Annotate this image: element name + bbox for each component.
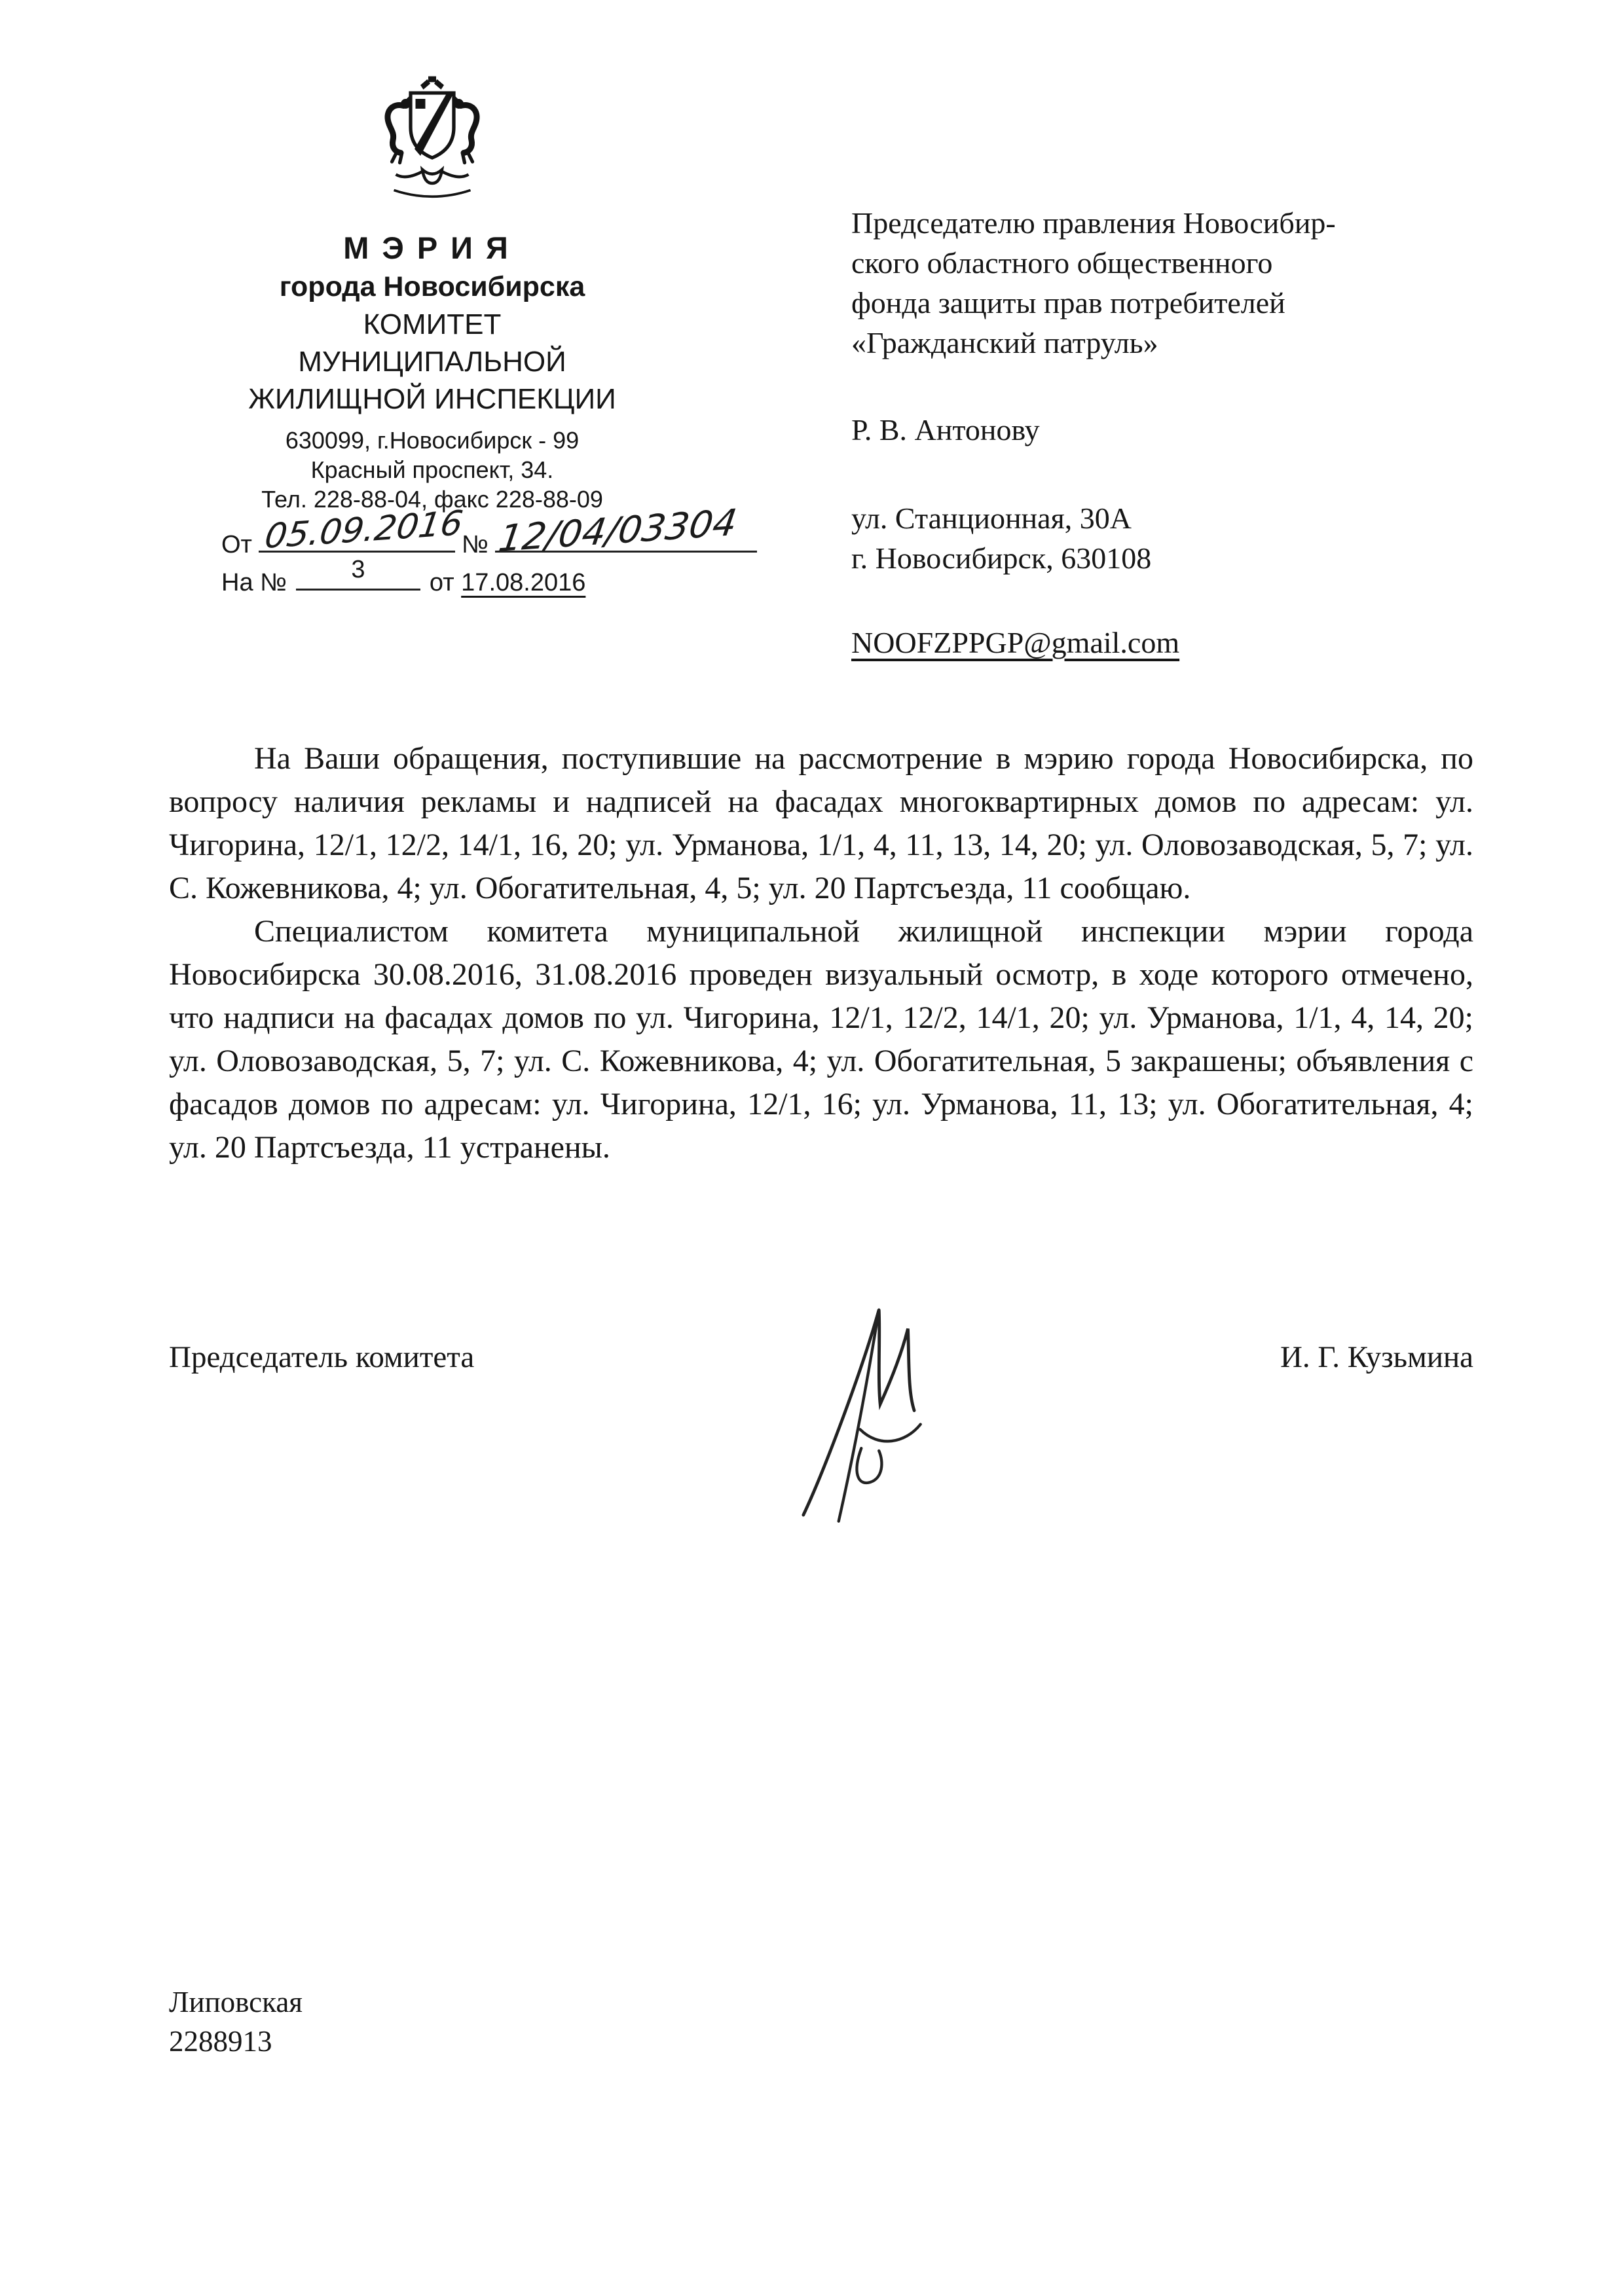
executor-phone: 2288913: [169, 2025, 272, 2058]
addressee-line-2: ского областного общественного: [851, 246, 1273, 280]
ref-number-label: №: [461, 531, 489, 558]
executor-block: [169, 1982, 303, 2061]
addressee-line-3: фонда защиты прав потребителей: [851, 286, 1285, 319]
addressee-line-1: Председателю правления Новосибир-: [851, 206, 1336, 240]
committee-line-3: ЖИЛИЩНОЙ ИНСПЕКЦИИ: [248, 383, 616, 415]
addressee-name: Р. В. Антонову: [851, 413, 1040, 446]
signature-row: [169, 1336, 1473, 1571]
coat-of-arms-icon: [373, 73, 491, 221]
ref-number-blank: [495, 501, 757, 560]
executor-name: Липовская: [169, 1986, 303, 2018]
letter-body: [169, 737, 1473, 1169]
signer-name: И. Г. Кузьмина: [1280, 1340, 1473, 1374]
signer-position: Председатель комитета: [169, 1340, 475, 1374]
body-paragraph-1: На Ваши обращения, поступившие на рассмотрение в мэрию города Новосибирска, по вопросу наличия рекламы и надписей на фасадах многоквартирных домов по адресам: ул. Чигорина, 12/1, 12/2, 14/1, 16, 20; ул. Урманова, 1/1, 4, 11, 13, 14, 20; ул. Оловозаводская, 5, 7; ул. С. Кожевникова, 4; ул. Обогатительная, 4, 5; ул. 20 Партсъезда, 11 сообщаю.: [169, 741, 1473, 905]
ref-reply-date: 17.08.2016: [461, 569, 586, 596]
ref-from-label: От: [221, 531, 252, 558]
ref-reply-ot-label: от: [429, 569, 454, 596]
org-name: МЭРИЯ: [343, 230, 521, 265]
org-phone: Тел. 228-88-04, факс 228-88-09: [261, 486, 603, 513]
signature-icon: [784, 1283, 948, 1535]
ref-reply-label: На №: [221, 569, 287, 596]
ref-reply-number-blank: [296, 556, 420, 591]
ref-date-handwritten: 05.09.2016: [262, 503, 466, 556]
org-street-address: Красный проспект, 34.: [310, 456, 554, 483]
ref-date-blank: [259, 503, 466, 556]
addressee-line-4: «Гражданский патруль»: [851, 326, 1158, 359]
addressee-block: [851, 203, 1493, 663]
committee-line-1: КОМИТЕТ: [363, 308, 502, 340]
committee-line-2: МУНИЦИПАЛЬНОЙ: [298, 346, 566, 378]
body-paragraph-2: Специалистом комитета муниципальной жилищной инспекции мэрии города Новосибирска 30.08.2016, 31.08.2016 проведен визуальный осмотр, в ходе которого отмечено, что надписи на фасадах домов по ул. Чигорина, 12/1, 12/2, 14/1, 20; ул. Урманова, 1/1, 4, 14, 20; ул. Оловозаводская, 5, 7; ул. С. Кожевникова, 4; ул. Обогатительная, 5 закрашены; объявления с фасадов домов по адресам: ул. Чигорина, 12/1, 16; ул. Урманова, 11, 13; ул. Обогатительная, 4; ул. 20 Партсъезда, 11 устранены.: [169, 914, 1473, 1165]
incoming-ref-line: [221, 556, 661, 600]
ref-number-handwritten: 12/04/03304: [496, 501, 740, 560]
org-city: города Новосибирска: [279, 271, 585, 302]
outgoing-ref-line: [221, 501, 740, 562]
ref-reply-number: 3: [351, 556, 365, 583]
org-postal-address: 630099, г.Новосибирск - 99: [285, 427, 580, 454]
addressee-email: NOOFZPPGP@gmail.com: [851, 626, 1180, 659]
reference-block: [203, 501, 740, 600]
addressee-street: ул. Станционная, 30А: [851, 501, 1132, 535]
letterhead: [203, 73, 740, 600]
addressee-city: г. Новосибирск, 630108: [851, 541, 1152, 575]
